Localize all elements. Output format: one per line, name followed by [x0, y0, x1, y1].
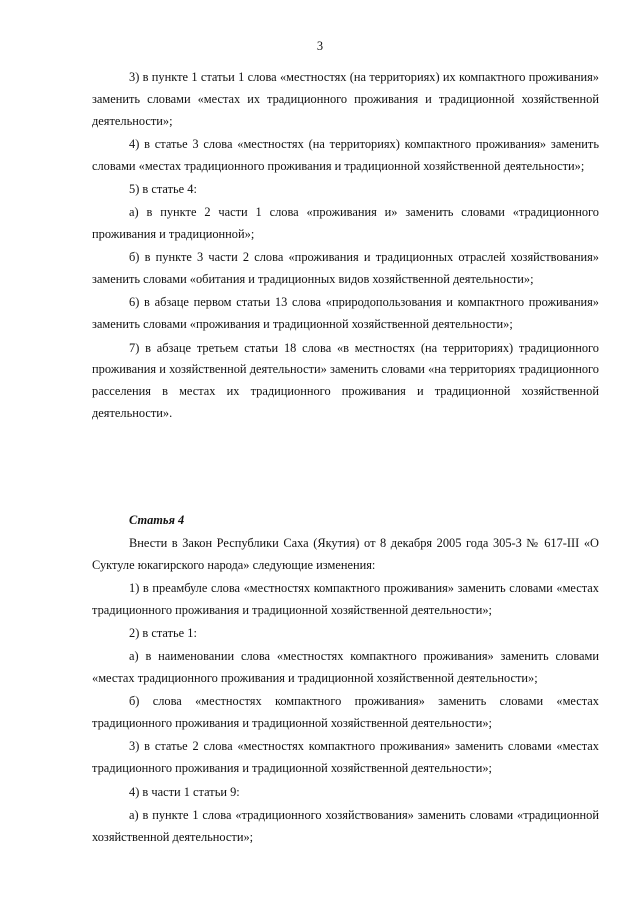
- paragraph: а) в наименовании слова «местностях компактного проживания» заменить словами «местах традиционного проживания и традиционной хозяйственной деятельности»;: [92, 649, 599, 686]
- amendments-section: [92, 67, 599, 425]
- paragraph: 4) в части 1 статьи 9:: [129, 784, 240, 799]
- article-4-section: [92, 510, 599, 848]
- paragraph: 3) в пункте 1 статьи 1 слова «местностях (на территориях) их компактного проживания» заменить словами «местах их традиционного проживания и традиционной хозяйственной деятельности»;: [92, 70, 599, 128]
- paragraph: б) слова «местностях компактного проживания» заменить словами «местах традиционного проживания и традиционной хозяйственной деятельности»;: [92, 694, 599, 731]
- paragraph: 4) в статье 3 слова «местностях (на территориях) компактного проживания» заменить словами «местах традиционного проживания и традиционной хозяйственной деятельности»;: [92, 136, 599, 173]
- page-number: 3: [316, 39, 324, 53]
- paragraph: б) в пункте 3 части 2 слова «проживания и традиционных отраслей хозяйствования» заменить словами «обитания и традиционных видов хозяйственной деятельности»;: [92, 250, 599, 287]
- paragraph: 6) в абзаце первом статьи 13 слова «природопользования и компактного проживания» заменить словами «проживания и традиционной хозяйственной деятельности»;: [92, 295, 599, 332]
- paragraph: 5) в статье 4:: [129, 181, 197, 196]
- paragraph: Внести в Закон Республики Саха (Якутия) от 8 декабря 2005 года 305-З № 617-III «О Суктуле юкагирского народа» следующие изменения:: [92, 535, 599, 572]
- article-heading: Статья 4: [129, 513, 185, 527]
- paragraph: а) в пункте 1 слова «традиционного хозяйствования» заменить словами «традиционной хозяйственной деятельности»;: [92, 807, 599, 844]
- paragraph: а) в пункте 2 части 1 слова «проживания и» заменить словами «традиционного проживания и традиционной»;: [92, 205, 599, 242]
- paragraph: 7) в абзаце третьем статьи 18 слова «в местностях (на территориях) традиционного проживания и хозяйственной деятельности» заменить словами «на территориях традиционного расселения в местах их традиционного проживания и традиционной хозяйственной деятельности».: [92, 340, 599, 420]
- paragraph: 1) в преамбуле слова «местностях компактного проживания» заменить словами «местах традиционного проживания и традиционной хозяйственной деятельности»;: [92, 580, 599, 617]
- paragraph: 2) в статье 1:: [129, 625, 197, 640]
- paragraph: 3) в статье 2 слова «местностях компактного проживания» заменить словами «местах традиционного проживания и традиционной хозяйственной деятельности»;: [92, 739, 599, 776]
